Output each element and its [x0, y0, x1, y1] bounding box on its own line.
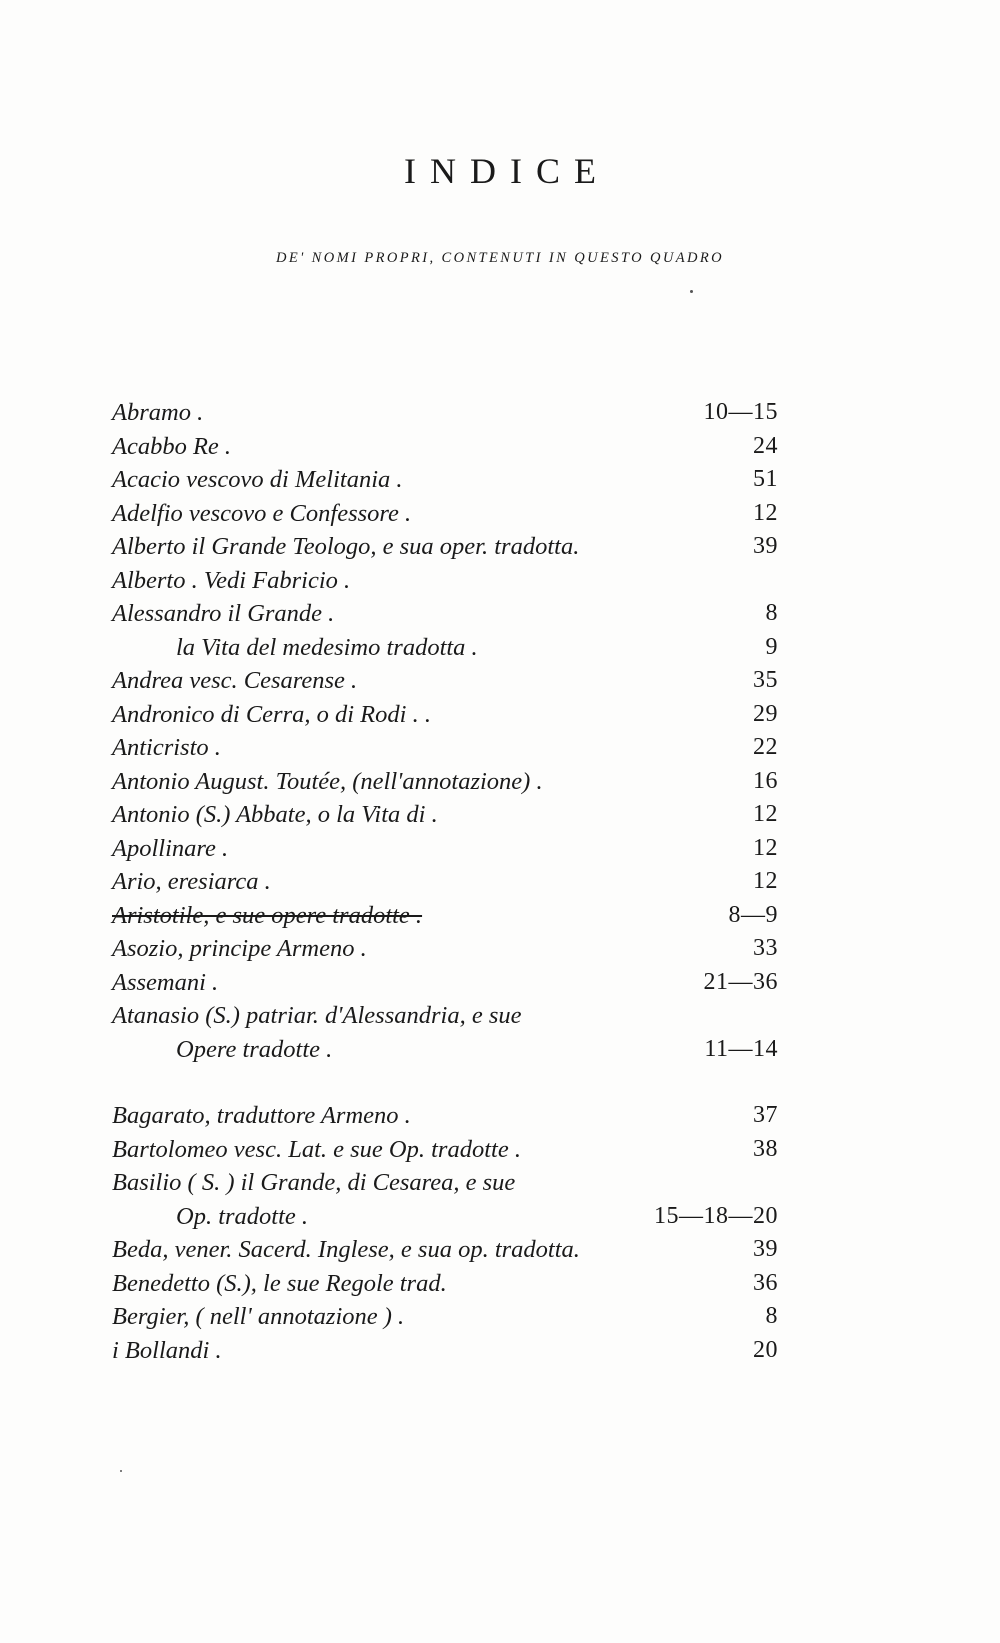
index-entry [112, 1133, 778, 1167]
entry-name: Alberto il Grande Teologo, e sua oper. tradotta. [112, 533, 580, 560]
entry-name: Acabbo Re . [112, 432, 232, 460]
entry-name: la Vita del medesimo tradotta . [176, 633, 478, 661]
entry-name: Andronico di Cerra, o di Rodi . . [112, 700, 431, 728]
entry-name: Bartolomeo vesc. Lat. e sue Op. tradotte . [112, 1135, 521, 1163]
entry-page-reference: 22 [753, 734, 778, 760]
index-entry [112, 631, 778, 665]
entry-page-reference: 11—14 [704, 1035, 778, 1062]
index-entry [112, 1099, 778, 1133]
entry-name: Antonio (S.) Abbate, o la Vita di . [112, 801, 438, 828]
entry-page-reference: 37 [753, 1102, 778, 1128]
entry-name: Ario, eresiarca . [112, 868, 271, 895]
index-entry [112, 497, 778, 531]
entry-name: Bergier, ( nell' annotazione ) . [112, 1303, 405, 1330]
entry-page-reference: 21—36 [703, 968, 778, 995]
entry-name: Asozio, principe Armeno . [112, 935, 367, 962]
entry-page-reference: 12 [753, 834, 778, 861]
entry-name: Acacio vescovo di Melitania . [112, 466, 403, 493]
index-entry [112, 1267, 778, 1301]
entry-page-reference: 8 [765, 1303, 778, 1329]
entry-name: Aristotile, e sue opere tradotte . [112, 901, 423, 929]
entry-page-reference: 12 [753, 801, 778, 827]
ink-speck [690, 290, 693, 293]
entry-name: Benedetto (S.), le sue Regole trad. [112, 1269, 447, 1297]
entry-page-reference: 51 [753, 466, 778, 492]
entry-page-reference: 9 [765, 633, 778, 660]
index-entry [112, 1033, 778, 1067]
section-b [112, 1099, 778, 1367]
index-entry [112, 798, 778, 832]
entry-page-reference: 12 [753, 499, 778, 526]
entry-page-reference: 39 [753, 533, 778, 559]
entry-page-reference: 16 [753, 767, 778, 794]
index-entry [112, 530, 778, 564]
entry-name: Anticristo . [112, 734, 221, 761]
index-entry [112, 1166, 778, 1200]
index-entry [112, 664, 778, 698]
entry-page-reference: 33 [753, 935, 778, 961]
entry-name: Opere tradotte . [176, 1035, 333, 1063]
entry-name: Abramo . [112, 399, 204, 426]
index-entry [112, 698, 778, 732]
index-entry [112, 865, 778, 899]
section-a [112, 396, 778, 1066]
index-entry [112, 463, 778, 497]
index-entry [112, 899, 778, 933]
entry-page-reference: 20 [753, 1336, 778, 1363]
entry-page-reference: 15—18—20 [654, 1202, 778, 1229]
entry-name: Andrea vesc. Cesarense . [112, 667, 358, 694]
index-entry [112, 999, 778, 1033]
entry-page-reference: 8—9 [728, 901, 778, 928]
page-subtitle: DE' NOMI PROPRI, CONTENUTI IN QUESTO QUADRO [276, 250, 724, 266]
index-entry [112, 597, 778, 631]
index-entry [112, 932, 778, 966]
page-title: INDICE [404, 151, 610, 191]
index-entry [112, 1233, 778, 1267]
entry-page-reference: 24 [753, 432, 778, 459]
entry-name: Beda, vener. Sacerd. Inglese, e sua op. tradotta. [112, 1236, 580, 1263]
entry-page-reference: 39 [753, 1236, 778, 1262]
entry-name: Basilio ( S. ) il Grande, di Cesarea, e sue [112, 1169, 516, 1196]
entry-page-reference: 29 [753, 700, 778, 727]
index-entry [112, 1200, 778, 1234]
index-entry [112, 564, 778, 598]
entry-name: i Bollandi . [112, 1336, 222, 1364]
index-entry [112, 1334, 778, 1368]
ink-speck [120, 1470, 122, 1472]
entry-name: Antonio August. Toutée, (nell'annotazione) . [112, 767, 543, 795]
entry-page-reference: 8 [765, 600, 778, 626]
entry-page-reference: 10—15 [703, 399, 778, 425]
index-entry [112, 731, 778, 765]
index-entry [112, 966, 778, 1000]
entry-name: Bagarato, traduttore Armeno . [112, 1102, 411, 1129]
entry-page-reference: 12 [753, 868, 778, 894]
section-gap [112, 1066, 778, 1099]
entry-name: Adelfio vescovo e Confessore . [112, 499, 412, 527]
entry-page-reference: 36 [753, 1269, 778, 1296]
index-entry [112, 1300, 778, 1334]
entry-name: Alessandro il Grande . [112, 600, 335, 627]
index-entry [112, 396, 778, 430]
entry-name: Op. tradotte . [176, 1202, 309, 1230]
index-entry [112, 765, 778, 799]
index-entry [112, 430, 778, 464]
entry-page-reference: 38 [753, 1135, 778, 1162]
entry-name: Assemani . [112, 968, 219, 996]
entry-name: Alberto . Vedi Fabricio . [112, 566, 351, 594]
index-entry [112, 832, 778, 866]
entry-name: Apollinare . [112, 834, 229, 862]
entry-page-reference: 35 [753, 667, 778, 693]
entry-name: Atanasio (S.) patriar. d'Alessandria, e sue [112, 1002, 522, 1029]
index-entries [112, 396, 778, 1367]
